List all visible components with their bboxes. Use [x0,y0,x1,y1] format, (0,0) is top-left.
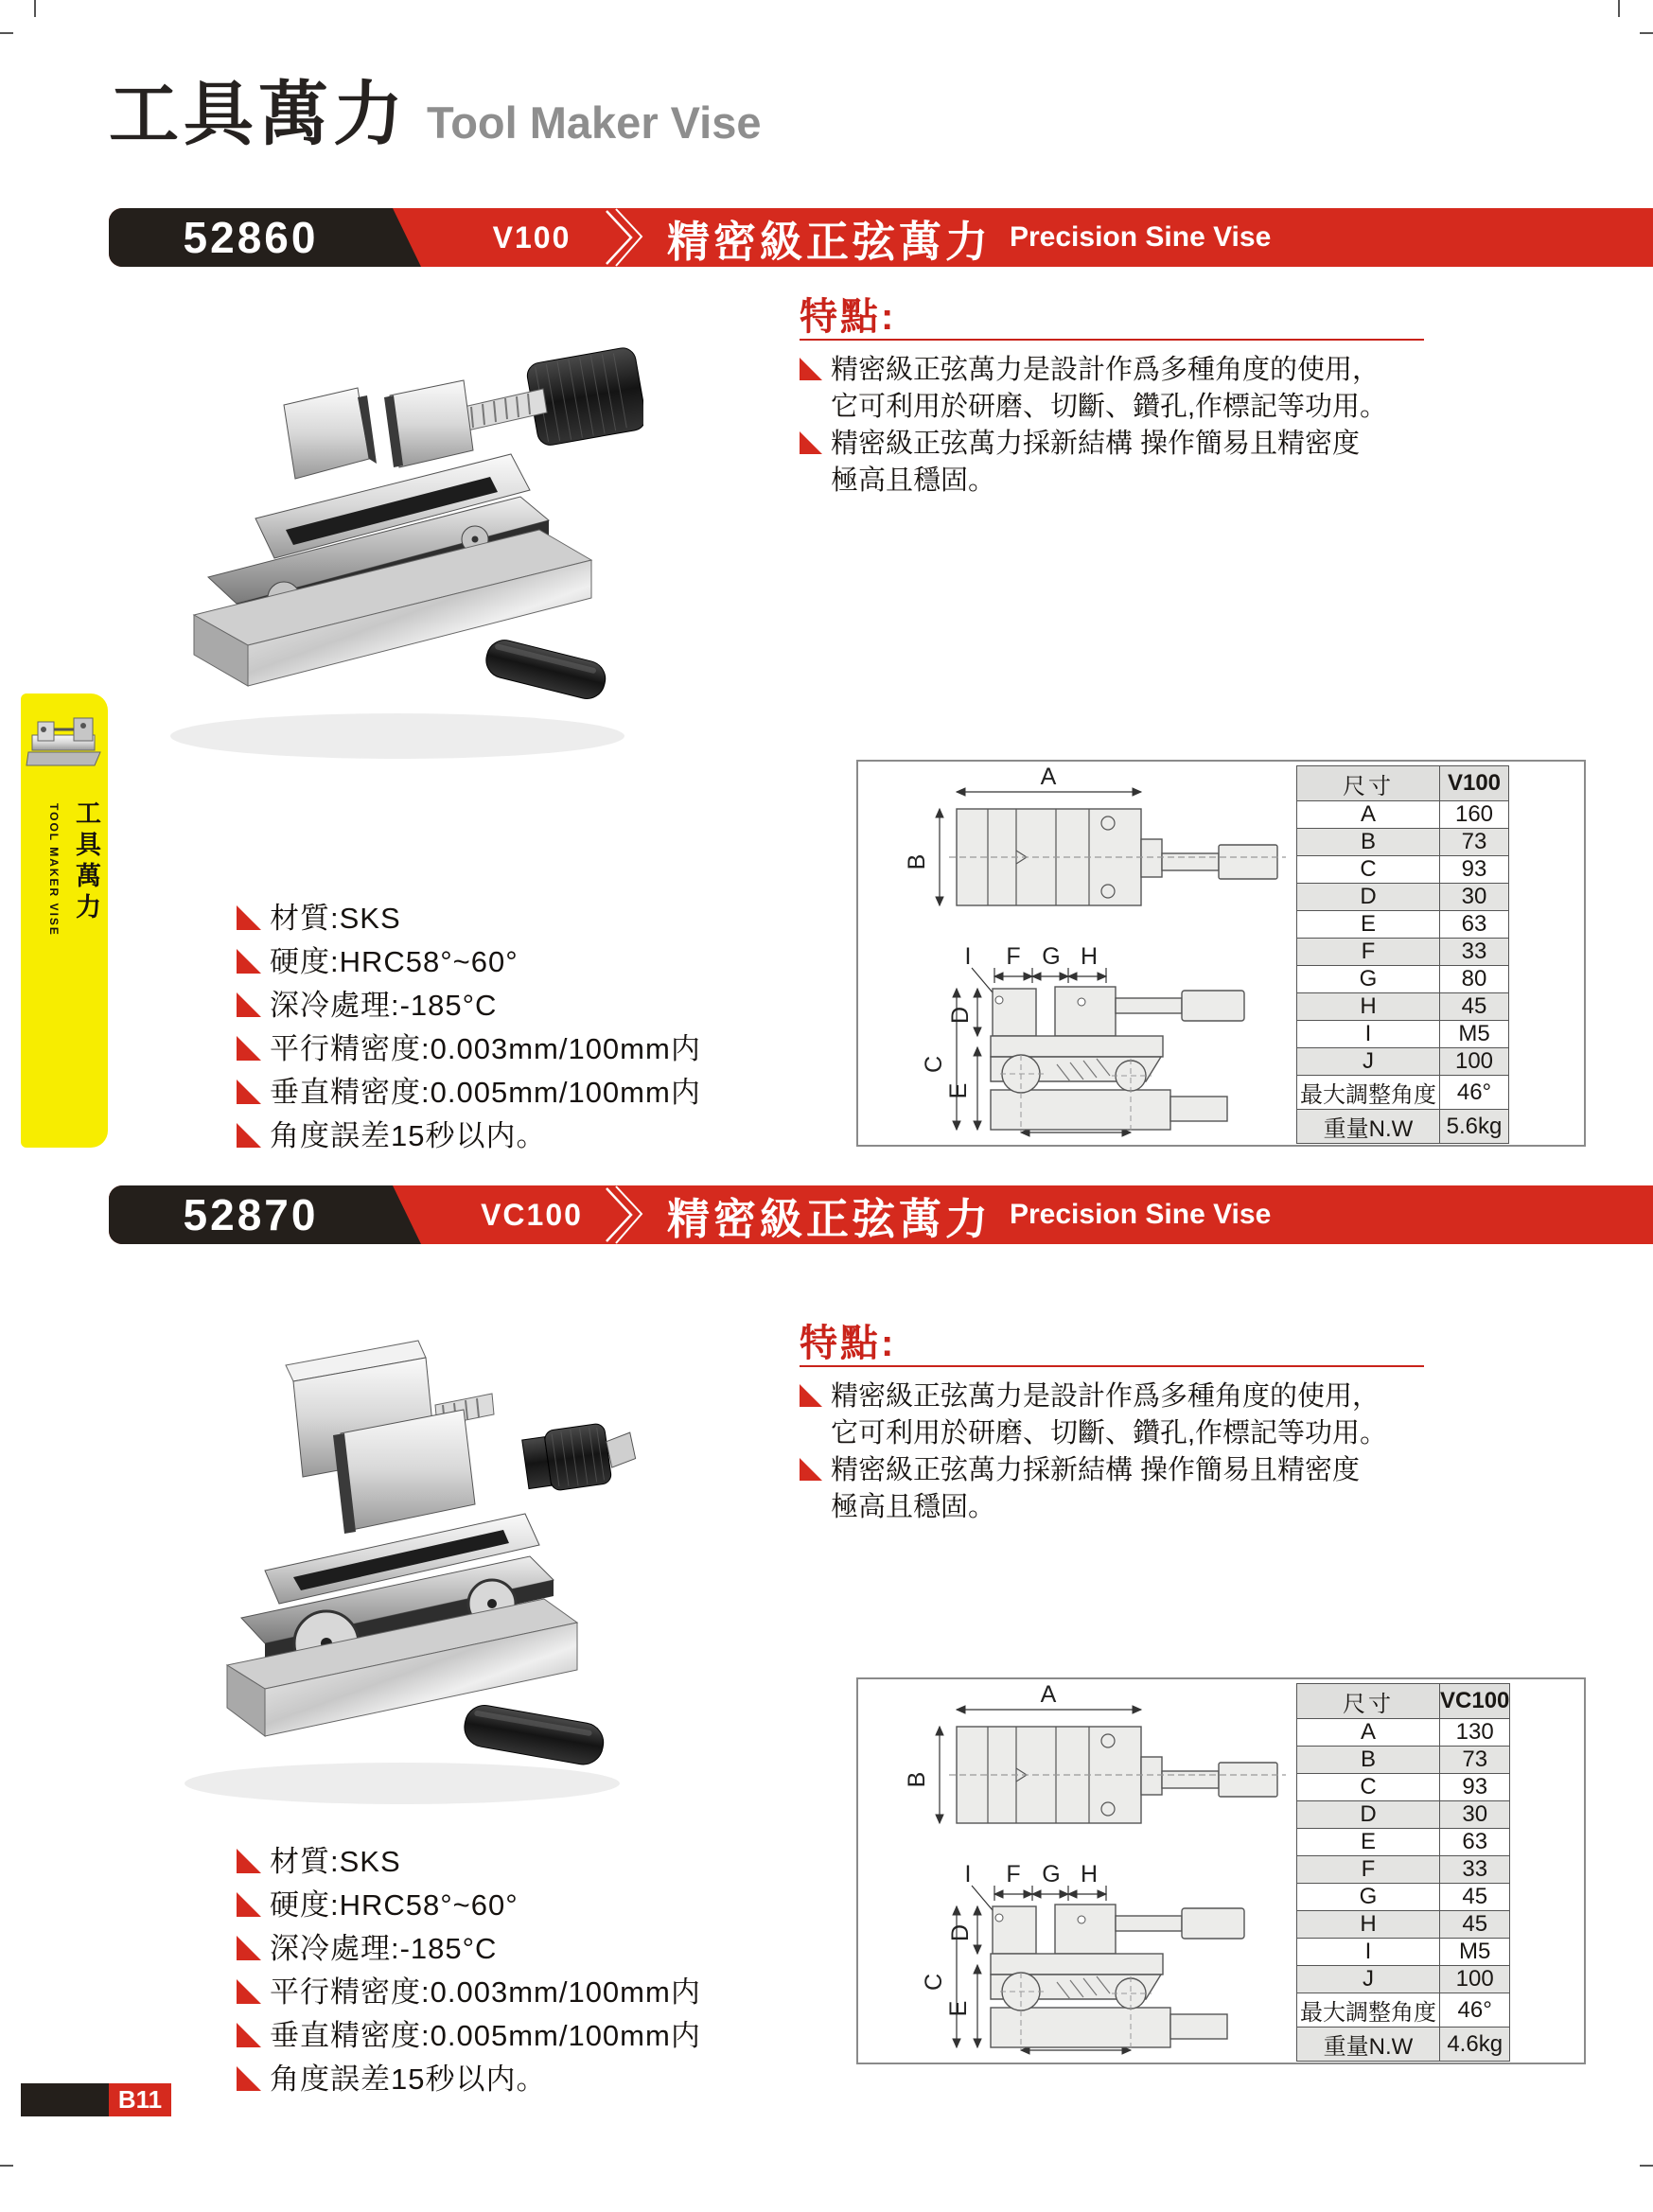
dim-label: C [1297,1774,1440,1801]
spec-line [237,1927,701,1971]
product-name-zh: 精密級正弦萬力 [667,1194,993,1243]
feature-line [800,389,1443,426]
bullet-triangle-icon [237,1036,261,1061]
dim-label: D [1297,1801,1440,1829]
chevron-divider-icon [601,1185,648,1244]
table-row [1297,801,1509,829]
feature-line [800,1452,1443,1489]
table-row [1297,939,1509,966]
bullet-triangle-icon [237,2023,261,2047]
table-row [1297,1774,1510,1801]
dim-label: F [1006,1861,1021,1887]
feature-text: 精密級正弦萬力採新結構 操作簡易且精密度 [831,429,1361,459]
table-row [1297,1801,1510,1829]
feature-text: 它可利用於研磨、切斷、鑽孔,作標記等功用。 [831,392,1388,422]
spec-line [237,984,701,1027]
page-number: B11 [117,2085,163,2114]
spec-text: 角度誤差15秒以内。 [270,2063,547,2096]
spec-list-vc100 [237,1840,701,2101]
table-header-row [1297,1684,1510,1719]
dim-value: 45 [1440,1911,1510,1939]
dim-label: D [1297,884,1440,911]
category-vise-icon [25,711,104,779]
product-model: V100 [492,219,572,255]
table-row [1297,1966,1510,1993]
dim-label: A [1040,764,1057,790]
dim-label: G [1297,1884,1440,1911]
spec-line [237,2058,701,2101]
spec-text: 深冷處理:-185°C [270,1932,498,1965]
product-name-en: Precision Sine Vise [1010,221,1272,253]
dim-label: I [1297,1021,1440,1048]
dim-value: 93 [1440,1774,1510,1801]
dim-value: 30 [1440,1801,1510,1829]
feature-line [800,1489,1443,1526]
bullet-triangle-icon [237,1892,261,1917]
table-row [1297,1856,1510,1884]
spec-line [237,1840,701,1884]
crop-mark [0,32,13,34]
dim-label: F [1006,943,1021,970]
spec-list-v100 [237,897,701,1158]
product-banner-52860 [109,208,1653,267]
spec-text: 材質:SKS [270,1845,401,1878]
page-number-bar [21,2083,109,2116]
table-row [1297,1048,1509,1076]
dim-value: 80 [1440,966,1509,993]
feature-text: 精密級正弦萬力是設計作爲多種角度的使用， [831,1381,1380,1412]
table-row [1297,993,1509,1021]
spec-text: 硬度:HRC58°~60° [270,945,519,978]
dimension-table-vc100 [1296,1683,1510,2062]
crop-mark [1640,32,1653,34]
sidebar-category-tab [21,693,108,1148]
bullet-triangle-icon [237,1936,261,1960]
spec-text: 硬度:HRC58°~60° [270,1888,519,1922]
dim-label: 重量N.W [1297,2028,1440,2062]
product-photo-vc100 [151,1291,643,1821]
bullet-triangle-icon [237,2066,261,2091]
dim-value: 100 [1440,1966,1510,1993]
dim-value: 46° [1440,1076,1509,1110]
spec-text: 垂直精密度:0.005mm/100mm内 [270,1076,701,1109]
dim-label: B [904,853,930,870]
dim-label: I [1297,1939,1440,1966]
dim-label: G [1042,1861,1061,1887]
table-row [1297,1939,1510,1966]
spec-line [237,1884,701,1927]
table-row [1297,1719,1510,1747]
table-row [1297,911,1509,939]
feature-text: 極高且穩固。 [831,465,996,496]
dim-label: D [947,1006,974,1025]
model-column-header: V100 [1440,766,1509,801]
dim-label: E [945,1082,972,1099]
dim-value: 4.6kg [1440,2028,1510,2062]
dim-label: B [904,1771,930,1788]
feature-line [800,1378,1443,1415]
table-row [1297,1076,1509,1110]
features-underline [800,339,1424,341]
table-row [1297,1829,1510,1856]
sidebar-tab-label-en: TOOL MAKER VISE [47,803,61,937]
spec-line [237,1027,701,1071]
feature-line [800,463,1443,500]
spec-line [237,897,701,940]
dim-label: D [947,1923,974,1942]
crop-mark [1618,0,1620,17]
feature-text: 精密級正弦萬力採新結構 操作簡易且精密度 [831,1455,1361,1485]
dim-label: H [1080,943,1099,970]
dim-label: C [921,1055,947,1074]
spec-text: 平行精密度:0.003mm/100mm内 [270,1032,701,1065]
spec-line [237,2014,701,2058]
feature-text: 精密級正弦萬力是設計作爲多種角度的使用， [831,355,1380,385]
dim-label: H [1297,993,1440,1021]
banner-slant-shape [393,1185,421,1244]
dim-value: M5 [1440,1939,1510,1966]
dim-label: I [964,1861,972,1887]
dim-label: C [1297,856,1440,884]
bullet-triangle-icon [237,1123,261,1148]
dim-value: 45 [1440,1884,1510,1911]
features-list [800,352,1443,500]
bullet-triangle-icon [237,949,261,974]
feature-line [800,1415,1443,1452]
dim-label: A [1040,1681,1057,1708]
dim-value: 93 [1440,856,1509,884]
table-row [1297,1110,1509,1144]
dim-label: A [1297,801,1440,829]
feature-line [800,426,1443,463]
bullet-triangle-icon [237,1849,261,1873]
table-row [1297,2028,1510,2062]
dim-value: 45 [1440,993,1509,1021]
features-list [800,1378,1443,1526]
bullet-triangle-icon [237,1979,261,2004]
sidebar-tab-label-zh: 工具萬力 [72,799,100,924]
dim-value: M5 [1440,1021,1509,1048]
bullet-triangle-icon [800,431,822,454]
dimension-drawing [862,1681,1290,2058]
dim-label: I [964,943,972,970]
dim-label: 重量N.W [1297,1110,1440,1144]
feature-text: 它可利用於研磨、切斷、鑽孔,作標記等功用。 [831,1418,1388,1448]
banner-slant-shape [393,208,421,267]
crop-mark [0,2165,13,2167]
dim-value: 100 [1440,1048,1509,1076]
spec-text: 角度誤差15秒以内。 [270,1119,547,1152]
dim-label: E [1297,1829,1440,1856]
dim-label: C [921,1973,947,1992]
page-title-en: Tool Maker Vise [427,97,762,148]
dim-value: 63 [1440,1829,1510,1856]
dim-value: 33 [1440,939,1509,966]
spec-line [237,1071,701,1115]
table-row [1297,1911,1510,1939]
dim-column-header: 尺寸 [1297,1684,1440,1719]
dim-value: 130 [1440,1719,1510,1747]
table-row [1297,1747,1510,1774]
spec-line [237,1115,701,1158]
dim-label: E [1297,911,1440,939]
chevron-divider-icon [601,208,648,267]
crop-mark [34,0,36,17]
dim-label: G [1042,943,1061,970]
dim-label: B [1297,1747,1440,1774]
table-row [1297,1884,1510,1911]
table-row [1297,1993,1510,2028]
bullet-triangle-icon [237,1080,261,1104]
table-row [1297,966,1509,993]
dim-label: G [1297,966,1440,993]
dim-label: E [945,2000,972,2017]
dim-label: H [1080,1861,1099,1887]
page-number-badge [109,2083,171,2116]
page-title-zh: 工具萬力 [109,75,408,153]
spec-line [237,1971,701,2014]
product-code: 52860 [109,208,393,267]
dimension-box-vc100 [856,1677,1586,2064]
dim-label: 最大調整角度 [1297,1993,1440,2028]
dim-value: 73 [1440,1747,1510,1774]
page-title [109,59,762,159]
bullet-triangle-icon [237,992,261,1017]
bullet-triangle-icon [800,358,822,380]
product-name-zh: 精密級正弦萬力 [667,217,993,266]
features-heading: 特點: [800,1323,897,1364]
model-column-header: VC100 [1440,1684,1510,1719]
dimension-drawing [862,764,1290,1140]
spec-text: 垂直精密度:0.005mm/100mm内 [270,2019,701,2052]
dim-label: B [1297,829,1440,856]
dimension-box-v100 [856,760,1586,1147]
product-model: VC100 [481,1197,583,1232]
dim-label: H [1297,1911,1440,1939]
bullet-triangle-icon [800,1384,822,1407]
dim-value: 46° [1440,1993,1510,2028]
dim-value: 160 [1440,801,1509,829]
feature-line [800,352,1443,389]
feature-text: 極高且穩固。 [831,1492,996,1522]
product-banner-52870 [109,1185,1653,1244]
spec-text: 材質:SKS [270,902,401,935]
dim-label: J [1297,1048,1440,1076]
dim-value: 5.6kg [1440,1110,1509,1144]
dim-value: 30 [1440,884,1509,911]
crop-mark [1640,2165,1653,2167]
product-photo-v100 [142,265,643,776]
table-row [1297,1021,1509,1048]
spec-text: 深冷處理:-185°C [270,989,498,1022]
dim-value: 63 [1440,911,1509,939]
product-code: 52870 [109,1185,393,1244]
bullet-triangle-icon [800,1458,822,1481]
table-header-row [1297,766,1509,801]
dim-value: 73 [1440,829,1509,856]
bullet-triangle-icon [237,905,261,930]
dim-value: 33 [1440,1856,1510,1884]
dim-label: J [1297,1966,1440,1993]
spec-text: 平行精密度:0.003mm/100mm内 [270,1975,701,2009]
dim-label: F [1297,939,1440,966]
table-row [1297,884,1509,911]
dim-label: A [1297,1719,1440,1747]
spec-line [237,940,701,984]
dimension-table-v100 [1296,765,1509,1144]
table-row [1297,829,1509,856]
features-underline [800,1365,1424,1367]
features-heading: 特點: [800,296,897,338]
product-name-en: Precision Sine Vise [1010,1199,1272,1230]
dim-label: 最大調整角度 [1297,1076,1440,1110]
dim-label: F [1297,1856,1440,1884]
dim-column-header: 尺寸 [1297,766,1440,801]
table-row [1297,856,1509,884]
